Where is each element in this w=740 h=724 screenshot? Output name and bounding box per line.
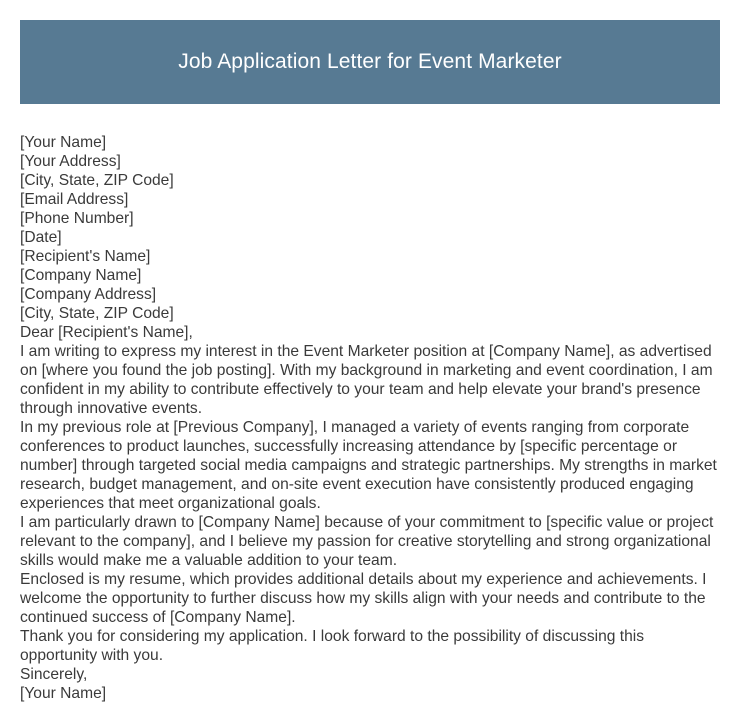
closing: Sincerely, (20, 666, 88, 683)
paragraph-enclosure: Enclosed is my resume, which provides additional details about my experience and achievements. I welcome the opportunity to further discuss how my skills align with your needs and contribute to the continued success of [Company Name]. (20, 571, 707, 626)
paragraph-experience: In my previous role at [Previous Company], I managed a variety of events ranging from corporate conferences to product launches, successfully increasing attendance by [specific percentage or number] through targeted social media campaigns and strategic partnerships. My strengths in market research, budget management, and on-site event execution have consistently produced engaging experiences that meet organizational goals. (20, 419, 717, 512)
recipient-company-address: [Company Address] (20, 286, 157, 303)
title-banner (20, 20, 720, 104)
sender-phone: [Phone Number] (20, 210, 134, 227)
letter-date: [Date] (20, 229, 62, 246)
sender-email: [Email Address] (20, 191, 129, 208)
recipient-name: [Recipient's Name] (20, 248, 151, 265)
salutation: Dear [Recipient's Name], (20, 324, 193, 341)
signature: [Your Name] (20, 685, 107, 702)
recipient-city-state-zip: [City, State, ZIP Code] (20, 305, 174, 322)
sender-address: [Your Address] (20, 153, 121, 170)
letter-body (20, 133, 720, 703)
sender-city-state-zip: [City, State, ZIP Code] (20, 172, 174, 189)
page-title: Job Application Letter for Event Marketer (178, 50, 562, 73)
paragraph-thanks: Thank you for considering my application. I look forward to the possibility of discussing this opportunity with you. (20, 628, 645, 664)
paragraph-motivation: I am particularly drawn to [Company Name] because of your commitment to [specific value or project relevant to the company], and I believe my passion for creative storytelling and strong organizational skills would make me a valuable addition to your team. (20, 514, 714, 569)
sender-name: [Your Name] (20, 134, 107, 151)
recipient-company: [Company Name] (20, 267, 142, 284)
paragraph-intro: I am writing to express my interest in the Event Marketer position at [Company Name], as advertised on [where you found the job posting]. With my background in marketing and event coordination, I am confident in my ability to contribute effectively to your team and help elevate your brand's presence through innovative events. (20, 343, 713, 417)
